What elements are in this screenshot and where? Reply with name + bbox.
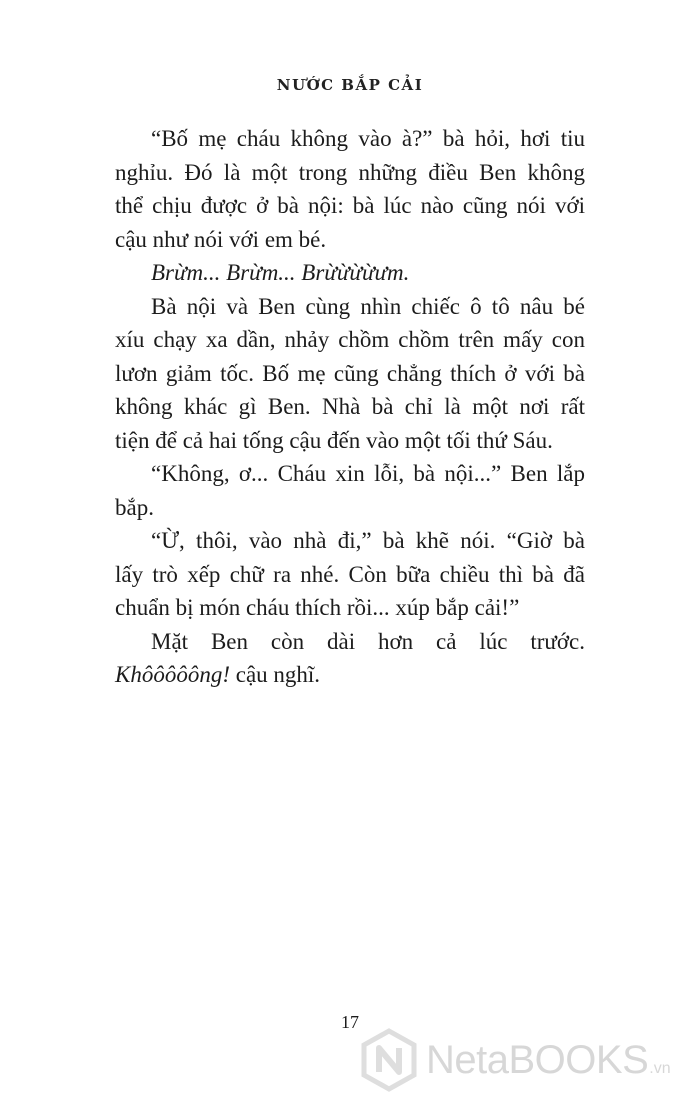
- netabooks-logo-icon: [360, 1028, 418, 1092]
- text-line: [115, 256, 585, 290]
- paragraph-2: [115, 256, 585, 290]
- text-line: tiện để cả hai tống cậu đến vào một tối thứ Sáu.: [115, 427, 553, 453]
- italic-thought-text: Khôôôôông!: [115, 662, 230, 687]
- running-header: NƯỚC BẮP CẢI: [276, 76, 424, 94]
- thought-tail-text: cậu nghĩ.: [230, 662, 321, 687]
- text-line: “Ừ, thôi, vào nhà đi,” bà khẽ nói. “Giờ bà: [151, 528, 585, 553]
- text-line: “Không, ơ... Cháu xin lỗi, bà nội...” Ben lắp: [151, 461, 585, 486]
- text-line: “Bố mẹ cháu không vào à?” bà hỏi, hơi tiu: [151, 126, 585, 151]
- paragraph-3: [115, 290, 585, 458]
- text-line: nghỉu. Đó là một trong những điều Ben không: [115, 159, 585, 185]
- text-line: chuẩn bị món cháu thích rồi... xúp bắp cải!”: [115, 595, 520, 620]
- page-number: 17: [341, 1012, 359, 1032]
- text-line: thể chịu được ở bà nội: bà lúc nào cũng nói với: [115, 193, 585, 218]
- paragraph-5: [115, 524, 585, 625]
- body-text: [115, 122, 585, 692]
- text-line: cậu như nói với em bé.: [115, 226, 327, 252]
- text-line: lấy trò xếp chữ ra nhé. Còn bữa chiều thì bà đã: [115, 561, 585, 587]
- text-line: Bà nội và Ben cùng nhìn chiếc ô tô nâu bé: [151, 293, 585, 319]
- text-line: Mặt Ben còn dài hơn cả lúc trước.: [151, 628, 585, 654]
- text-line: lươn giảm tốc. Bố mẹ cũng chẳng thích ở với bà: [115, 360, 585, 386]
- italic-sound-text: Brừm... Brừm... Brừừừừưm.: [151, 260, 410, 285]
- paragraph-4: [115, 457, 585, 524]
- watermark: [360, 1020, 671, 1100]
- text-line: xíu chạy xa dần, nhảy chồm chồm trên mấy con: [115, 327, 585, 352]
- watermark-brand: NetaBOOKS: [426, 1037, 649, 1082]
- paragraph-1: [115, 122, 585, 256]
- text-line: không khác gì Ben. Nhà bà chỉ là một nơi rất: [115, 394, 585, 419]
- watermark-suffix: .vn: [649, 1060, 671, 1077]
- text-line: bắp.: [115, 494, 154, 520]
- text-line: [115, 658, 585, 692]
- paragraph-6: [115, 625, 585, 692]
